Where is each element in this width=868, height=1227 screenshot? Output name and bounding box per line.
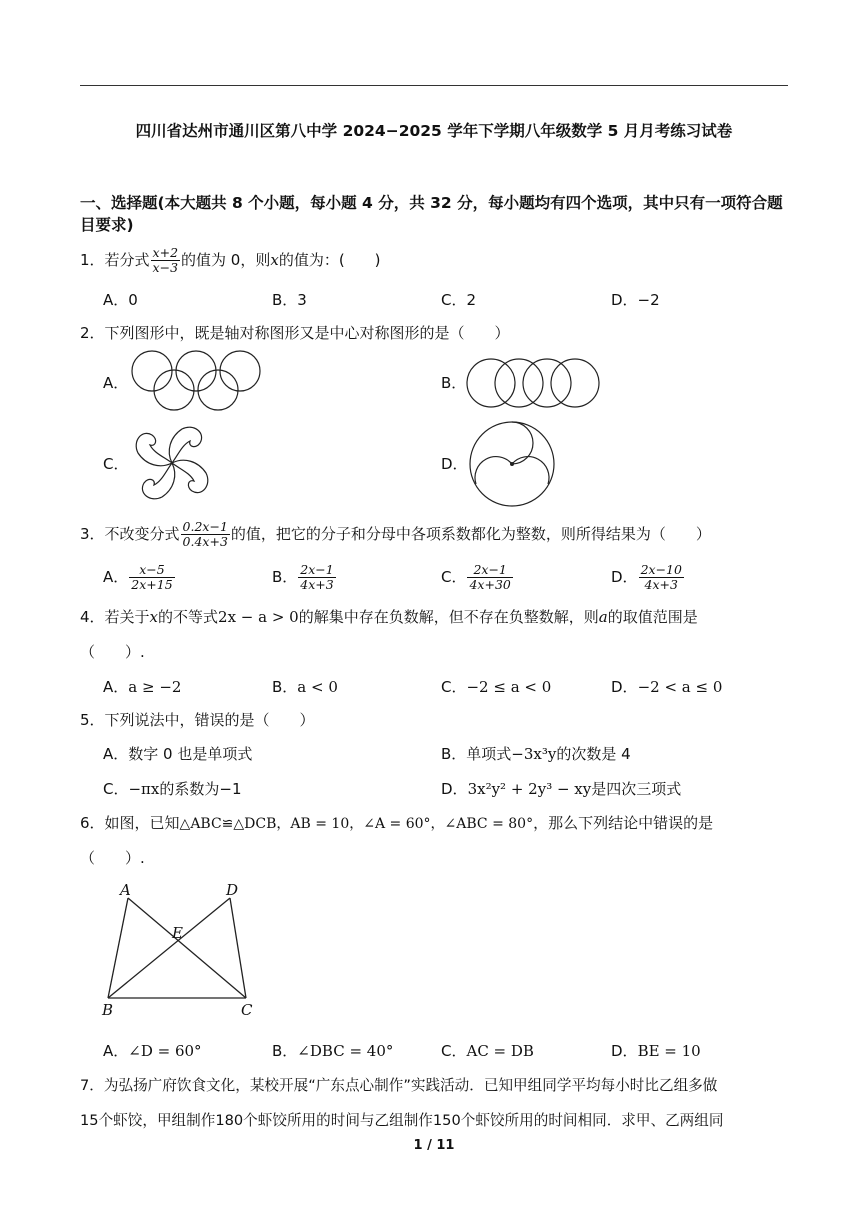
question-4-line-2: （ ）.: [80, 643, 145, 661]
segment-ab: [108, 898, 128, 998]
question-7-line-2: 15个虾饺，甲组制作180个虾饺所用的时间与乙组制作150个虾饺所用的时间相同．求甲、乙两组同: [80, 1112, 724, 1129]
point-label-b: B: [102, 1001, 114, 1019]
section-heading: 一、选择题(本大题共 8 个小题，每小题 4 分，共 32 分，每小题均有四个选项，其中只有一项符合题目要求): [80, 194, 783, 234]
pinwheel-blade-4: [136, 433, 172, 465]
question-6-line-2: （ ）.: [80, 849, 145, 867]
page-title: 四川省达州市通川区第八中学 2024−2025 学年下学期八年级数学 5 月月考练习试卷: [135, 122, 733, 140]
q4-var-a: a: [598, 608, 608, 626]
q5-option-b-tail: 的次数是 4: [556, 745, 631, 763]
question-3: [80, 520, 711, 549]
q5-option-a: A．数字 0 也是单项式: [103, 745, 253, 763]
segment-ac: [128, 898, 246, 998]
q2-figure-d: [466, 418, 558, 510]
q2-label-b: B．: [441, 374, 467, 392]
q1-frac-den: x−3: [152, 260, 179, 275]
q4-option-d-expr: −2 < a ≤ 0: [637, 678, 723, 696]
q4-option-b-label: B．: [272, 678, 298, 696]
ring-1: [467, 359, 515, 407]
ring-3: [220, 351, 260, 391]
q6-option-c-expr: AC = DB: [466, 1042, 534, 1060]
q3-option-c-frac: [467, 563, 512, 592]
q6-option-d-label: D．: [611, 1042, 638, 1060]
q6-option-c-label: C．: [441, 1042, 467, 1060]
q3-option-d: [611, 563, 685, 592]
q4-text-a: 4．若关于: [80, 608, 150, 626]
q3-option-d-frac: [639, 563, 684, 592]
q1-prefix: 1．若分式: [80, 251, 150, 269]
q6-option-a-expr: ∠D = 60°: [128, 1042, 202, 1060]
q4-option-d-label: D．: [611, 678, 638, 696]
ring-4: [551, 359, 599, 407]
point-label-a: A: [120, 881, 131, 899]
q6-option-d: [611, 1040, 701, 1061]
question-2: 2．下列图形中，既是轴对称图形又是中心对称图形的是（ ）: [80, 324, 510, 342]
q3-option-b-num: 2x−1: [300, 562, 334, 577]
q4-option-c: [441, 676, 551, 697]
q5-option-b: [441, 743, 631, 764]
point-label-c: C: [241, 1001, 253, 1019]
q4-text-c: 的解集中存在负数解，但不存在负整数解，则: [298, 608, 599, 626]
q4-text-d: 的取值范围是: [607, 608, 698, 626]
q1-suffix-b: 的值为：( ): [278, 251, 381, 269]
ring-2: [176, 351, 216, 391]
q3-option-b: [272, 563, 337, 592]
q4-option-a-label: A．: [103, 678, 129, 696]
q5-option-c-label: C．: [103, 780, 129, 798]
q3-option-a-frac: [129, 563, 174, 592]
q1-option-b: B．3: [272, 291, 307, 309]
q3-option-a-den: 2x+15: [131, 577, 173, 592]
q2-figure-b: [466, 357, 602, 409]
ring-4: [154, 370, 194, 410]
ring-3: [523, 359, 571, 407]
q1-frac-num: x+2: [152, 245, 179, 260]
q4-inequality: 2x − a > 0: [218, 608, 299, 626]
header-rule: [80, 85, 788, 86]
q4-option-a: [103, 676, 181, 697]
q2-figure-a: [128, 350, 268, 412]
q3-option-c-num: 2x−1: [467, 563, 512, 578]
q2-label-d: D．: [441, 455, 468, 473]
q1-option-a: A．0: [103, 291, 138, 309]
q3-option-c-den: 4x+30: [469, 577, 511, 592]
q6-text-b: ，那么下列结论中错误的是: [533, 814, 714, 832]
q3-frac-num: 0.2x−1: [182, 519, 228, 534]
q3-frac-den: 0.4x+3: [182, 534, 228, 549]
question-1: [80, 246, 381, 275]
question-7-line-1: 7．为弘扬广府饮食文化，某校开展“广东点心制作”实践活动．已知甲组同学平均每小时比乙组多做: [80, 1077, 718, 1094]
segment-bd: [108, 898, 230, 998]
pinwheel-blade-1: [169, 427, 201, 463]
q4-text-b: 的不等式: [158, 608, 219, 626]
page-number: 1 / 11: [413, 1138, 455, 1153]
question-6-line-1: [80, 812, 713, 833]
q1-fraction: [151, 246, 180, 275]
q2-figure-c: [124, 418, 220, 508]
q6-given: △ABC≌△DCB，AB = 10，∠A = 60°，∠ABC = 80°: [179, 816, 534, 832]
point-label-e: E: [172, 924, 183, 942]
q5-option-b-label: B．单项式: [441, 745, 512, 763]
point-label-d: D: [226, 881, 239, 899]
q3-option-a-label: A．: [103, 568, 129, 586]
q6-option-b-label: B．: [272, 1042, 298, 1060]
q3-option-d-label: D．: [611, 568, 638, 586]
question-4-line-1: [80, 606, 698, 627]
q1-suffix-a: 的值为 0，则: [181, 251, 271, 269]
pinwheel-blade-3: [142, 463, 174, 499]
q1-option-c: C．2: [441, 291, 477, 309]
q3-option-b-label: B．: [272, 568, 298, 586]
q6-option-b: [272, 1040, 393, 1061]
q3-option-a-num: x−5: [129, 563, 174, 578]
q3-option-b-den: 4x+3: [300, 577, 334, 592]
segment-cd: [230, 898, 246, 998]
q5-option-c: [103, 778, 242, 799]
q3-option-a: [103, 563, 176, 592]
question-5: 5．下列说法中，错误的是（ ）: [80, 711, 315, 729]
q6-option-a: [103, 1040, 202, 1061]
q5-option-d-label: D．: [441, 780, 468, 798]
q2-label-a: A．: [103, 374, 129, 392]
q2-label-c: C．: [103, 455, 129, 473]
q3-suffix: 的值，把它的分子和分母中各项系数都化为整数，则所得结果为（ ）: [230, 525, 711, 543]
q1-var: x: [270, 251, 279, 269]
q3-option-c-label: C．: [441, 568, 467, 586]
q5-option-b-expr: −3x³y: [511, 745, 557, 763]
q5-option-d: [441, 778, 681, 799]
q4-option-a-expr: a ≥ −2: [128, 678, 182, 696]
q3-option-d-den: 4x+3: [644, 577, 678, 592]
ring-1: [132, 351, 172, 391]
inner-arc-3: [475, 457, 512, 484]
inner-arc-2: [512, 457, 549, 484]
q6-option-d-expr: BE = 10: [637, 1042, 701, 1060]
q3-option-d-num: 2x−10: [640, 562, 682, 577]
q6-text-a: 6．如图，已知: [80, 814, 180, 832]
ring-2: [495, 359, 543, 407]
q3-option-c: [441, 563, 514, 592]
q6-option-b-expr: ∠DBC = 40°: [297, 1042, 394, 1060]
pinwheel-blade-2: [172, 460, 208, 492]
q5-option-c-tail: 的系数为−1: [159, 780, 242, 798]
q4-option-c-expr: −2 ≤ a < 0: [466, 678, 552, 696]
q4-option-b-expr: a < 0: [297, 678, 338, 696]
q5-option-d-expr: 3x²y² + 2y³ − xy: [467, 780, 592, 798]
q1-option-d: D．−2: [611, 291, 660, 309]
center-dot: [510, 462, 514, 466]
q4-option-b: [272, 676, 338, 697]
q6-option-c: [441, 1040, 534, 1061]
q4-option-c-label: C．: [441, 678, 467, 696]
q3-fraction: [181, 520, 230, 549]
q3-option-b-frac: [298, 563, 335, 592]
q5-option-d-tail: 是四次三项式: [591, 780, 682, 798]
q6-figure: [98, 878, 268, 1020]
q3-prefix: 3．不改变分式: [80, 525, 180, 543]
ring-5: [198, 370, 238, 410]
q4-var-x: x: [149, 608, 159, 626]
q4-option-d: [611, 676, 722, 697]
q6-option-a-label: A．: [103, 1042, 129, 1060]
q5-option-c-expr: −πx: [128, 780, 160, 798]
